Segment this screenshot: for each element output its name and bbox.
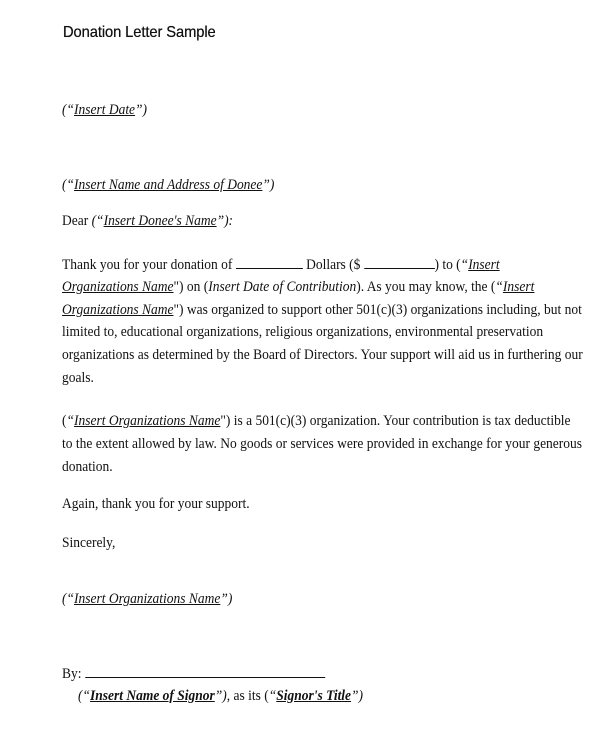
paragraph1-line3 [62,302,582,319]
paragraph1-line1: Thank you for your donation of Dollars ($ ) to (“Insert [62,257,500,273]
contribution-date-placeholder: Insert Date of Contribution [208,279,357,295]
on-text: ") on ( [173,279,209,295]
date-placeholder: Insert Date [74,102,136,118]
paragraph2-org-name-placeholder: Insert Organizations Name [74,413,221,429]
signature-org-line: (“Insert Organizations Name”) [62,591,233,607]
salutation-prefix: Dear [62,213,89,229]
donee-name-placeholder: Insert Donee's Name [103,213,217,229]
closing-thanks: Again, thank you for your support. [62,496,250,512]
to-text: ) to ( [434,257,461,273]
paragraph2-line1-rest: ") is a 501(c)(3) organization. Your contribution is tax deductible [220,413,571,429]
paragraph1-line3-rest: ") was organized to support other 501(c)(3) organizations including, but not [173,302,582,318]
paragraph1-line6: goals. [62,370,94,386]
date-line: (“Insert Date”) [62,102,148,118]
donee-address-placeholder: Insert Name and Address of Donee [74,177,263,193]
by-line [62,665,325,683]
org-name2-placeholder-part2: Organizations Name [62,302,174,318]
signature-blank [85,665,325,678]
amount-words-blank [236,256,303,269]
paragraph2-line2: to the extent allowed by law. No goods or services were provided in exchange for your generous [62,436,583,452]
signature-org-placeholder: Insert Organizations Name [74,591,221,607]
as-its-text: , as its ( [226,688,269,704]
sincerely-text: Sincerely, [62,535,116,551]
org-name-placeholder-part2: Organizations Name [62,279,174,295]
paragraph1-line5: organizations as determined by the Board of Directors. Your support will aid us in furthering our [62,347,583,363]
org-name2-placeholder-part1: Insert [502,279,535,295]
paragraph1-line4: limited to, educational organizations, religious organizations, environmental preservation [62,324,544,340]
paragraph1-line2: Organizations Name") on (Insert Date of Contribution). As you may know, the (“Insert [62,279,535,295]
signor-title-placeholder: Signor's Title [276,688,352,704]
donee-address-line: (“Insert Name and Address of Donee”) [62,177,275,193]
salutation-line: Dear (“Insert Donee's Name”): [62,213,234,229]
signor-name-placeholder: Insert Name of Signor [90,688,215,704]
page-title: Donation Letter Sample [63,24,216,41]
thank-you-text: Thank you for your donation of [62,257,233,273]
paragraph2-line3: donation. [62,459,113,475]
org-name-placeholder-part1: Insert [468,257,500,273]
dollars-text: Dollars ($ [306,257,361,273]
as-you-know-text: ). As you may know, the ( [356,279,496,295]
by-label: By: [62,666,82,682]
signor-line: (“Insert Name of Signor”), as its (“Signor's Title”) [78,688,364,704]
paragraph2-line1: (“Insert Organizations Name") is a 501(c)(3) organization. Your contribution is tax deductible [62,413,571,429]
amount-number-blank [364,256,435,269]
